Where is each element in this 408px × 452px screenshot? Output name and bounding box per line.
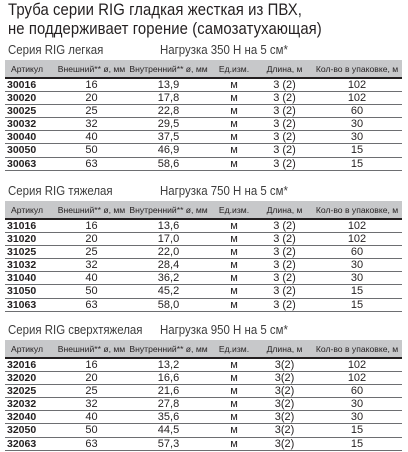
outer-diameter-cell: 50 <box>57 424 126 437</box>
inner-diameter-cell: 13,9 <box>126 78 211 92</box>
pack-qty-cell: 30 <box>312 259 402 272</box>
article-cell: 32063 <box>5 437 57 450</box>
table-row <box>5 398 402 411</box>
header-article: Артикул <box>5 340 57 358</box>
length-cell: 3 (2) <box>257 144 312 157</box>
article-cell: 31063 <box>5 298 57 311</box>
length-cell: 3(2) <box>257 385 312 398</box>
pack-qty-cell: 15 <box>312 437 402 450</box>
pack-qty-cell: 102 <box>312 219 402 233</box>
inner-diameter-cell: 13,2 <box>126 358 211 372</box>
section-heading-extra-heavy <box>8 322 404 340</box>
inner-diameter-cell: 22,0 <box>126 246 211 259</box>
table-row <box>5 372 402 385</box>
table-row <box>5 272 402 285</box>
table-row <box>5 437 402 450</box>
article-cell: 32025 <box>5 385 57 398</box>
inner-diameter-cell: 29,5 <box>126 118 211 131</box>
table-row <box>5 219 402 233</box>
inner-diameter-cell: 46,9 <box>126 144 211 157</box>
header-unit: Ед.изм. <box>211 201 257 219</box>
article-cell: 30025 <box>5 105 57 118</box>
header-article: Артикул <box>5 201 57 219</box>
length-cell: 3 (2) <box>257 219 312 233</box>
table-header-row <box>5 340 402 358</box>
length-cell: 3 (2) <box>257 233 312 246</box>
article-cell: 31040 <box>5 272 57 285</box>
header-outer-diameter: Внешний** ø, мм <box>57 201 126 219</box>
article-cell: 32020 <box>5 372 57 385</box>
unit-cell: м <box>211 358 257 372</box>
spec-table-heavy <box>5 201 402 312</box>
header-length: Длина, м <box>257 60 312 78</box>
series-name: Серия RIG тяжелая <box>8 183 113 198</box>
pack-qty-cell: 30 <box>312 118 402 131</box>
unit-cell: м <box>211 78 257 92</box>
outer-diameter-cell: 25 <box>57 105 126 118</box>
spec-table-extra-heavy <box>5 340 402 451</box>
length-cell: 3(2) <box>257 437 312 450</box>
section-heading-light <box>8 42 404 60</box>
unit-cell: м <box>211 144 257 157</box>
outer-diameter-cell: 20 <box>57 372 126 385</box>
article-cell: 31020 <box>5 233 57 246</box>
length-cell: 3 (2) <box>257 157 312 170</box>
load-rating: Нагрузка 950 Н на 5 см* <box>160 322 288 337</box>
pack-qty-cell: 15 <box>312 285 402 298</box>
table-row <box>5 233 402 246</box>
length-cell: 3(2) <box>257 424 312 437</box>
outer-diameter-cell: 20 <box>57 233 126 246</box>
unit-cell: м <box>211 411 257 424</box>
header-article: Артикул <box>5 60 57 78</box>
outer-diameter-cell: 50 <box>57 285 126 298</box>
inner-diameter-cell: 35,6 <box>126 411 211 424</box>
unit-cell: м <box>211 259 257 272</box>
length-cell: 3 (2) <box>257 118 312 131</box>
table-row <box>5 259 402 272</box>
inner-diameter-cell: 27,8 <box>126 398 211 411</box>
pack-qty-cell: 15 <box>312 424 402 437</box>
table-row <box>5 285 402 298</box>
outer-diameter-cell: 40 <box>57 411 126 424</box>
document-title <box>8 1 364 39</box>
length-cell: 3 (2) <box>257 105 312 118</box>
outer-diameter-cell: 25 <box>57 246 126 259</box>
pack-qty-cell: 60 <box>312 246 402 259</box>
outer-diameter-cell: 50 <box>57 144 126 157</box>
unit-cell: м <box>211 372 257 385</box>
unit-cell: м <box>211 285 257 298</box>
length-cell: 3(2) <box>257 398 312 411</box>
unit-cell: м <box>211 92 257 105</box>
inner-diameter-cell: 17,0 <box>126 233 211 246</box>
article-cell: 31050 <box>5 285 57 298</box>
header-inner-diameter: Внутренний** ø, мм <box>126 201 211 219</box>
unit-cell: м <box>211 233 257 246</box>
table-row <box>5 157 402 170</box>
pack-qty-cell: 60 <box>312 105 402 118</box>
header-unit: Ед.изм. <box>211 60 257 78</box>
unit-cell: м <box>211 246 257 259</box>
pack-qty-cell: 30 <box>312 272 402 285</box>
pack-qty-cell: 30 <box>312 411 402 424</box>
table-row <box>5 105 402 118</box>
outer-diameter-cell: 20 <box>57 92 126 105</box>
length-cell: 3 (2) <box>257 78 312 92</box>
article-cell: 30040 <box>5 131 57 144</box>
length-cell: 3(2) <box>257 358 312 372</box>
table-body <box>5 219 402 311</box>
header-pack-qty: Кол-во в упаковке, м <box>312 60 402 78</box>
spec-table-light <box>5 60 402 171</box>
pack-qty-cell: 102 <box>312 233 402 246</box>
load-rating: Нагрузка 350 Н на 5 см* <box>160 42 288 57</box>
inner-diameter-cell: 58,6 <box>126 157 211 170</box>
title-line-1: Труба серии RIG гладкая жесткая из ПВХ, <box>8 1 302 19</box>
inner-diameter-cell: 44,5 <box>126 424 211 437</box>
article-cell: 30063 <box>5 157 57 170</box>
table-row <box>5 144 402 157</box>
header-unit: Ед.изм. <box>211 340 257 358</box>
table-header-row <box>5 201 402 219</box>
pack-qty-cell: 30 <box>312 398 402 411</box>
outer-diameter-cell: 40 <box>57 272 126 285</box>
length-cell: 3 (2) <box>257 272 312 285</box>
unit-cell: м <box>211 437 257 450</box>
unit-cell: м <box>211 105 257 118</box>
table-row <box>5 131 402 144</box>
header-inner-diameter: Внутренний** ø, мм <box>126 340 211 358</box>
inner-diameter-cell: 37,5 <box>126 131 211 144</box>
outer-diameter-cell: 32 <box>57 259 126 272</box>
table-body <box>5 78 402 170</box>
table-row <box>5 385 402 398</box>
pack-qty-cell: 60 <box>312 385 402 398</box>
unit-cell: м <box>211 298 257 311</box>
pack-qty-cell: 15 <box>312 144 402 157</box>
length-cell: 3(2) <box>257 411 312 424</box>
table-row <box>5 358 402 372</box>
header-inner-diameter: Внутренний** ø, мм <box>126 60 211 78</box>
article-cell: 32016 <box>5 358 57 372</box>
inner-diameter-cell: 21,6 <box>126 385 211 398</box>
header-length: Длина, м <box>257 340 312 358</box>
pack-qty-cell: 102 <box>312 78 402 92</box>
article-cell: 31025 <box>5 246 57 259</box>
article-cell: 31016 <box>5 219 57 233</box>
article-cell: 32050 <box>5 424 57 437</box>
header-outer-diameter: Внешний** ø, мм <box>57 340 126 358</box>
unit-cell: м <box>211 424 257 437</box>
unit-cell: м <box>211 118 257 131</box>
outer-diameter-cell: 63 <box>57 157 126 170</box>
outer-diameter-cell: 63 <box>57 437 126 450</box>
inner-diameter-cell: 57,3 <box>126 437 211 450</box>
header-outer-diameter: Внешний** ø, мм <box>57 60 126 78</box>
table-row <box>5 78 402 92</box>
pack-qty-cell: 15 <box>312 298 402 311</box>
pack-qty-cell: 30 <box>312 131 402 144</box>
inner-diameter-cell: 13,6 <box>126 219 211 233</box>
inner-diameter-cell: 22,8 <box>126 105 211 118</box>
unit-cell: м <box>211 219 257 233</box>
length-cell: 3 (2) <box>257 92 312 105</box>
length-cell: 3 (2) <box>257 246 312 259</box>
table-row <box>5 92 402 105</box>
length-cell: 3 (2) <box>257 131 312 144</box>
header-pack-qty: Кол-во в упаковке, м <box>312 340 402 358</box>
table-row <box>5 424 402 437</box>
table-row <box>5 118 402 131</box>
inner-diameter-cell: 16,6 <box>126 372 211 385</box>
unit-cell: м <box>211 398 257 411</box>
table-header-row <box>5 60 402 78</box>
length-cell: 3(2) <box>257 372 312 385</box>
inner-diameter-cell: 45,2 <box>126 285 211 298</box>
inner-diameter-cell: 58,0 <box>126 298 211 311</box>
unit-cell: м <box>211 272 257 285</box>
outer-diameter-cell: 63 <box>57 298 126 311</box>
length-cell: 3 (2) <box>257 285 312 298</box>
article-cell: 30032 <box>5 118 57 131</box>
pack-qty-cell: 102 <box>312 372 402 385</box>
pack-qty-cell: 15 <box>312 157 402 170</box>
inner-diameter-cell: 17,8 <box>126 92 211 105</box>
pack-qty-cell: 102 <box>312 92 402 105</box>
article-cell: 30016 <box>5 78 57 92</box>
pack-qty-cell: 102 <box>312 358 402 372</box>
outer-diameter-cell: 40 <box>57 131 126 144</box>
table-row <box>5 411 402 424</box>
length-cell: 3 (2) <box>257 298 312 311</box>
outer-diameter-cell: 16 <box>57 358 126 372</box>
unit-cell: м <box>211 131 257 144</box>
table-row <box>5 298 402 311</box>
unit-cell: м <box>211 385 257 398</box>
article-cell: 30050 <box>5 144 57 157</box>
outer-diameter-cell: 32 <box>57 118 126 131</box>
load-rating: Нагрузка 750 Н на 5 см* <box>160 183 288 198</box>
header-length: Длина, м <box>257 201 312 219</box>
outer-diameter-cell: 16 <box>57 78 126 92</box>
table-body <box>5 358 402 450</box>
series-name: Серия RIG легкая <box>8 42 104 57</box>
unit-cell: м <box>211 157 257 170</box>
article-cell: 32040 <box>5 411 57 424</box>
title-line-2: не поддерживает горение (самозатухающая) <box>8 20 322 38</box>
table-row <box>5 246 402 259</box>
outer-diameter-cell: 25 <box>57 385 126 398</box>
inner-diameter-cell: 28,4 <box>126 259 211 272</box>
length-cell: 3 (2) <box>257 259 312 272</box>
header-pack-qty: Кол-во в упаковке, м <box>312 201 402 219</box>
article-cell: 30020 <box>5 92 57 105</box>
outer-diameter-cell: 32 <box>57 398 126 411</box>
outer-diameter-cell: 16 <box>57 219 126 233</box>
series-name: Серия RIG сверхтяжелая <box>8 322 143 337</box>
section-heading-heavy <box>8 183 404 201</box>
article-cell: 31032 <box>5 259 57 272</box>
article-cell: 32032 <box>5 398 57 411</box>
inner-diameter-cell: 36,2 <box>126 272 211 285</box>
